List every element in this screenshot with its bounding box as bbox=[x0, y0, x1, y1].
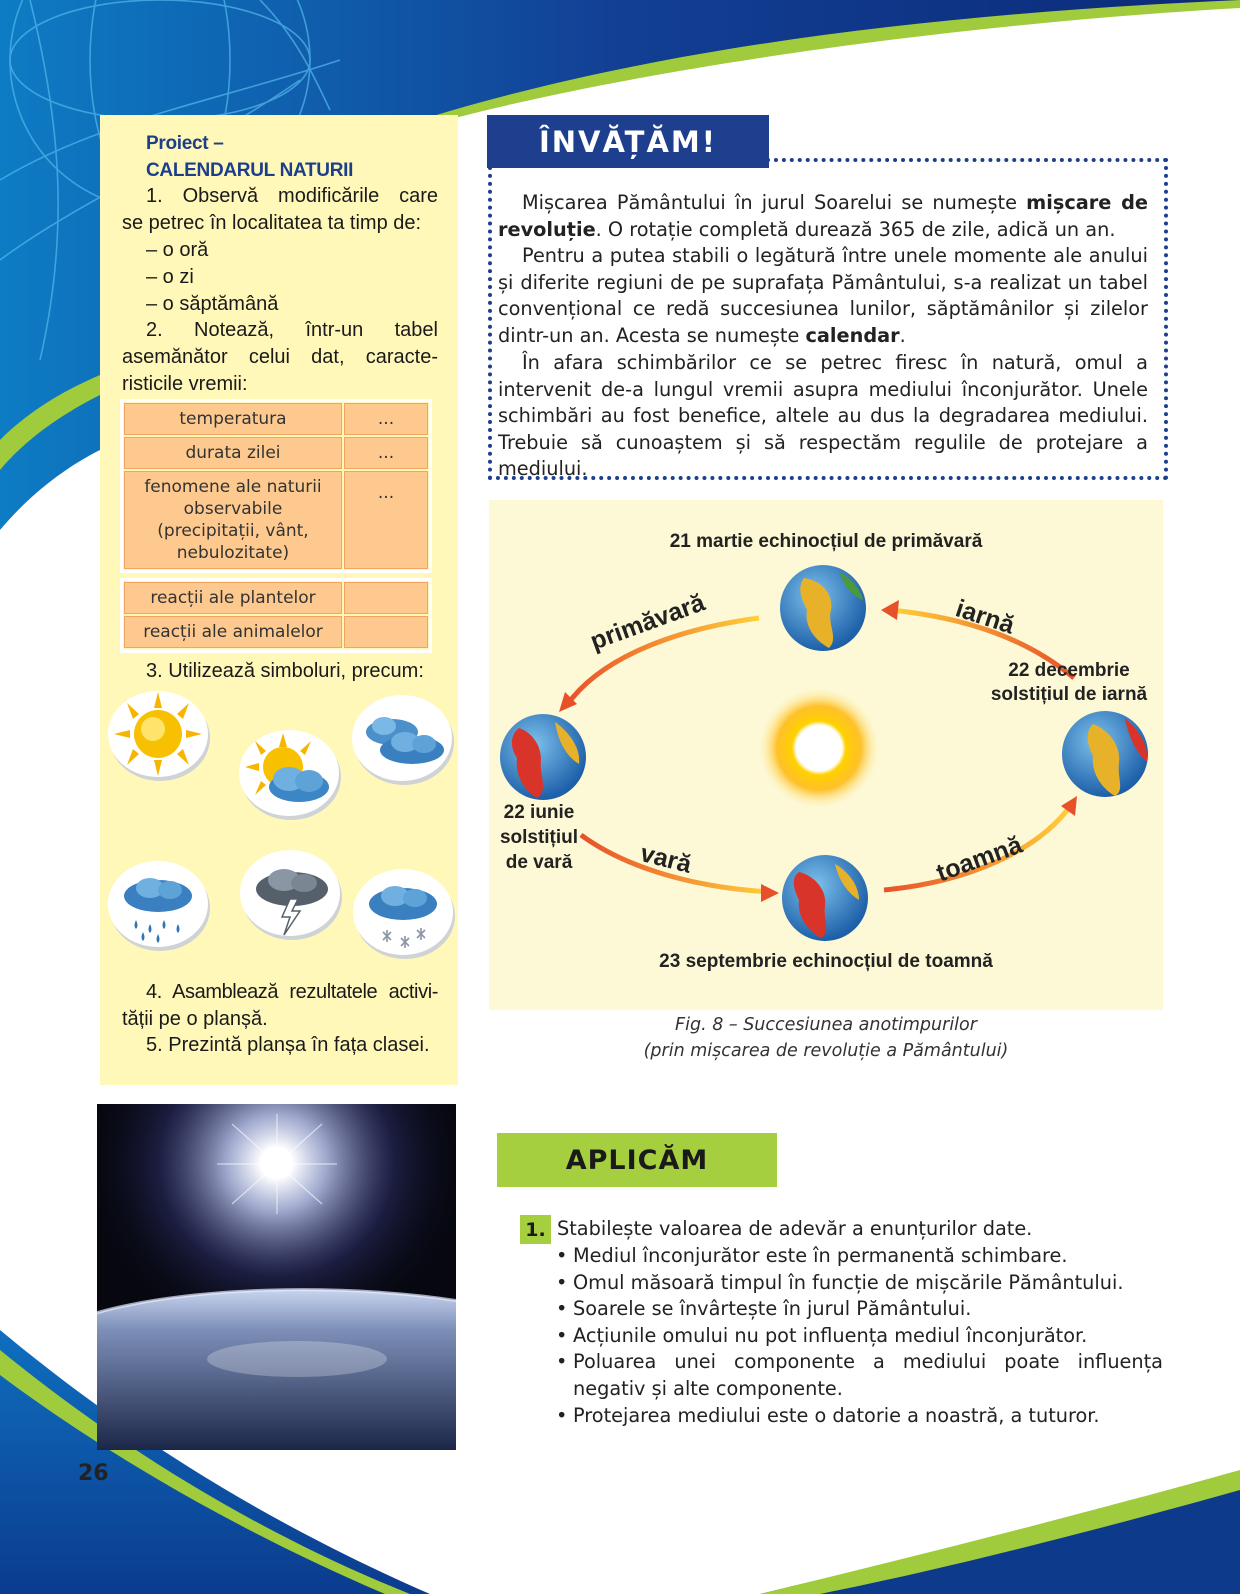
sun-icon bbox=[106, 688, 214, 784]
project-title-line2: CALENDARUL NATURII bbox=[146, 160, 354, 181]
earth-icon bbox=[1062, 711, 1148, 797]
table-cell-label: temperatura bbox=[124, 403, 342, 435]
figure-caption-line1: Fig. 8 – Succesiunea anotimpurilor bbox=[675, 1015, 977, 1035]
invatam-paragraph-3: În afara schimbărilor ce se petrec firesc în natură, omul a intervenit de-a lungul vremii asupra mediului înconjurător. Unele schimbări au fost benefice, altele au dus la degradarea mediului. Trebuie să cunoaștem și să respectăm regulile de protejare a mediului. bbox=[498, 351, 1148, 480]
statement-item: • Soarele se învârtește în jurul Pământului. bbox=[556, 1297, 972, 1320]
step5: 5. Prezintă planșa în fața clasei. bbox=[146, 1034, 430, 1056]
statement-item: • Acțiunile omului nu pot influența mediul înconjurător. bbox=[556, 1324, 1088, 1347]
figure-caption-line2: (prin mișcarea de revoluție a Pământului) bbox=[643, 1041, 1009, 1061]
season-autumn: toamnă bbox=[932, 830, 1026, 888]
earth-icon bbox=[780, 565, 866, 651]
table-cell-value: ... bbox=[344, 437, 428, 469]
table-cell-label: durata zilei bbox=[124, 437, 342, 469]
page-number: 26 bbox=[78, 1461, 109, 1486]
label-summer-solstice-2: de vară bbox=[505, 852, 573, 873]
table-cell-label: reacții ale plantelor bbox=[124, 582, 342, 614]
earth-orbit-diagram bbox=[489, 500, 1163, 1010]
statement-item: • Poluarea unei componente a mediului poate influența negativ și alte componente. bbox=[556, 1350, 1163, 1400]
step1-line2: se petrec în localitatea ta timp de: bbox=[122, 212, 422, 234]
rain-icon bbox=[106, 858, 214, 954]
step1-item-week: – o săptămână bbox=[146, 293, 279, 315]
label-summer-solstice-date: 22 iunie bbox=[503, 802, 575, 823]
earth-icon bbox=[782, 855, 868, 941]
table-cell-label: fenomene ale naturii observabile (precipitații, vânt, nebulozitate) bbox=[124, 471, 342, 569]
step3: 3. Utilizează simboluri, precum: bbox=[146, 660, 424, 682]
invatam-title: ÎNVĂȚĂM! bbox=[538, 124, 717, 159]
step4-line2: tății pe o planșă. bbox=[122, 1008, 268, 1030]
table-cell-value bbox=[344, 616, 428, 648]
table-cell-value: ... bbox=[344, 471, 428, 569]
statement-item: • Omul măsoară timpul în funcție de mișcările Pământului. bbox=[556, 1271, 1124, 1294]
label-autumn-equinox: 23 septembrie echinocțiul de toamnă bbox=[659, 951, 993, 972]
step2-line2: asemănător celui dat, caracte- bbox=[122, 346, 438, 368]
label-winter-solstice-date: 22 decembrie bbox=[1008, 660, 1130, 681]
table-cell-value: ... bbox=[344, 403, 428, 435]
aplicam-title: APLICĂM bbox=[565, 1144, 709, 1176]
step1-item-day: – o zi bbox=[146, 266, 194, 288]
snow-icon bbox=[351, 866, 459, 962]
step4-line1: 4. Asamblează rezultatele activi- bbox=[146, 981, 438, 1003]
earth-icon bbox=[500, 714, 586, 800]
sun-icon bbox=[759, 688, 879, 808]
step2-line1: 2. Notează, într-un tabel bbox=[146, 319, 438, 341]
table-cell-value bbox=[344, 582, 428, 614]
exercise-number: 1. bbox=[525, 1218, 546, 1241]
label-summer-solstice-1: solstițiul bbox=[499, 827, 579, 848]
statement-item: • Protejarea mediului este o datorie a noastră, a tuturor. bbox=[556, 1404, 1100, 1427]
earth-from-space-photo bbox=[97, 1104, 456, 1450]
step1-line1: 1. Observă modificările care bbox=[146, 185, 438, 207]
invatam-paragraph-2: Pentru a putea stabili o legătură între unele momente ale anului și diferite regiuni de pe suprafața Pământului, s-a realizat un tabel convențional ce redă succesiunea lunilor, săptămânilor și zilelor dintr-un an. Acesta se numește calendar. bbox=[498, 244, 1148, 347]
label-winter-solstice: solstițiul de iarnă bbox=[990, 684, 1148, 705]
step1-item-hour: – o oră bbox=[146, 239, 209, 261]
table-cell-label: reacții ale animalelor bbox=[124, 616, 342, 648]
step2-line3: risticile vremii: bbox=[122, 373, 248, 395]
label-spring-equinox: 21 martie echinocțiul de primăvară bbox=[669, 531, 983, 552]
season-summer: vară bbox=[637, 839, 695, 879]
project-title-line1: Proiect – bbox=[146, 133, 224, 154]
sun-cloud-icon bbox=[237, 727, 345, 823]
exercise-text: Stabilește valoarea de adevăr a enunțurilor date. bbox=[557, 1217, 1033, 1240]
season-spring: primăvară bbox=[586, 588, 709, 656]
storm-icon bbox=[238, 847, 346, 943]
invatam-paragraph-1: Mișcarea Pământului în jurul Soarelui se numește mișcare de revoluție. O rotație completă durează 365 de zile, adică un an. bbox=[498, 191, 1148, 241]
cloudy-icon bbox=[350, 692, 458, 788]
season-winter: iarnă bbox=[952, 594, 1018, 640]
statement-item: • Mediul înconjurător este în permanentă schimbare. bbox=[556, 1244, 1068, 1267]
